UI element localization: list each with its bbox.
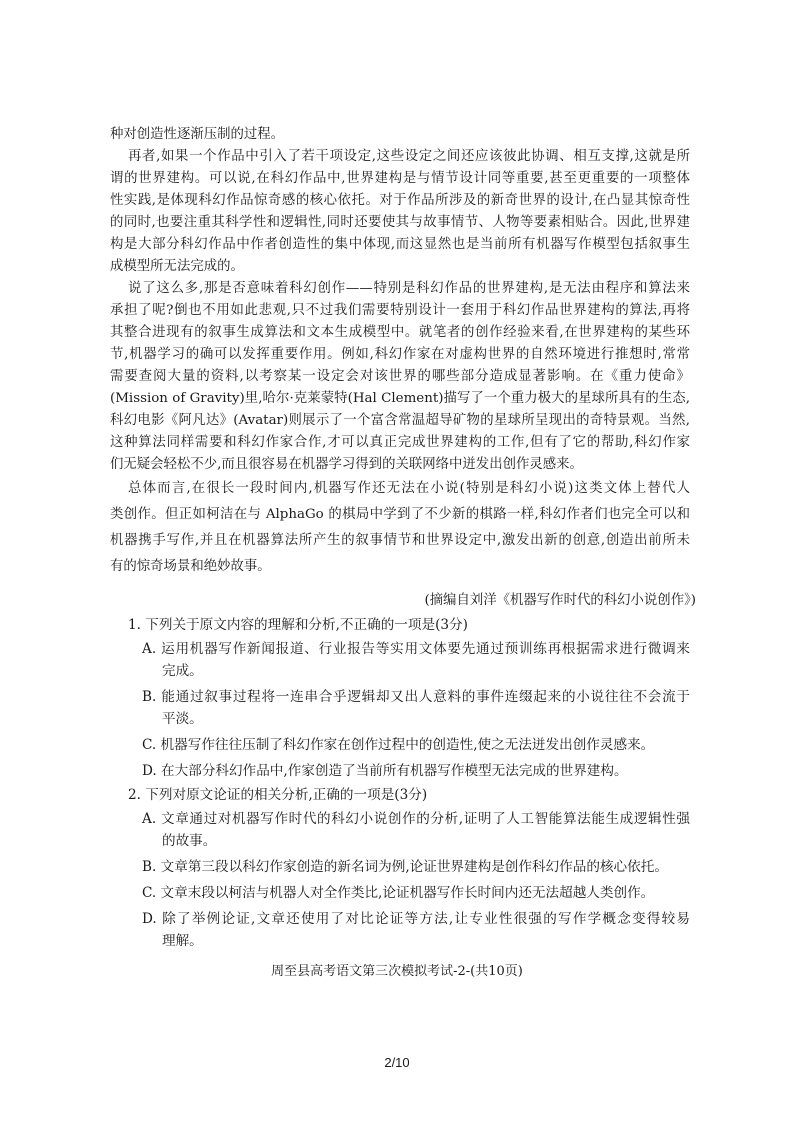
question-1-option-b: B. 能通过叙事过程将一连串合乎逻辑却又出人意料的事件连缀起来的小说往往不会流于 [142,689,690,705]
question-1-option-d: D. 在大部分科幻作品中,作家创造了当前所有机器写作模型无法完成的世界建构。 [142,763,628,779]
passage-line: 需要查阅大量的资料,以考察某一设定会对该世界的哪些部分造成显著影响。在《重力使命》 [110,369,690,384]
passage-line: 构是大部分科幻作品中作者创造性的集中体现,而这显然也是当前所有机器写作模型包括叙事生 [110,237,690,252]
passage-line: 的同时,也要注重其科学性和逻辑性,同时还要使其与故事情节、人物等要素相贴合。因此,世界建 [110,215,690,230]
question-2-option-b: B. 文章第三段以科幻作家创造的新名词为例,论证世界建构是创作科幻作品的核心依托。 [142,859,668,875]
passage-line: 种对创造性逐渐压制的过程。 [110,127,285,142]
passage-line: (Mission of Gravity)里,哈尔·克莱蒙特(Hal Clement)描写了一个重力极大的星球所具有的生态, [110,391,690,406]
question-1-option-a: A. 运用机器写作新闻报道、行业报告等实用文体要先通过预训练再根据需求进行微调来 [142,641,690,657]
passage-line: 成模型所无法完成的。 [110,259,244,274]
passage-line: 谓的世界建构。可以说,在科幻作品中,世界建构是与情节设计同等重要,甚至更重要的一项整体 [110,171,690,186]
page-indicator: 2/10 [384,1055,410,1070]
question-2-option-a: A. 文章通过对机器写作时代的科幻小说创作的分析,证明了人工智能算法能生成逻辑性强 [142,811,690,827]
passage-line: 有的惊奇场景和绝妙故事。 [110,559,271,574]
page-footer: 周至县高考语文第三次模拟考试-2-(共10页) [271,964,523,979]
passage-line: 其整合进现有的叙事生成算法和文本生成模型中。就笔者的创作经验来看,在世界建构的某些环 [110,325,690,340]
question-2-option-c: C. 文章末段以柯洁与机器人对全作类比,论证机器写作长时间内还无法超越人类创作。 [142,885,655,901]
question-2-stem: 2. 下列对原文论证的相关分析,正确的一项是(3分) [128,787,428,803]
passage-line: 这种算法同样需要和科幻作家合作,才可以真正完成世界建构的工作,但有了它的帮助,科幻作家 [110,435,690,450]
passage-line: 节,机器学习的确可以发挥重要作用。例如,科幻作家在对虚构世界的自然环境进行推想时,常常 [110,347,690,362]
passage-line: 说了这么多,那是否意味着科幻创作——特别是科幻作品的世界建构,是无法由程序和算法来 [128,281,690,296]
passage-line: 们无疑会轻松不少,而且很容易在机器学习得到的关联网络中迸发出创作灵感来。 [110,457,583,472]
question-2-option-d-cont: 理解。 [162,933,203,949]
question-1-option-c: C. 机器写作往往压制了科幻作家在创作过程中的创造性,使之无法迸发出创作灵感来。 [142,737,655,753]
passage-line: 承担了呢?倒也不用如此悲观,只不过我们需要特别设计一套用于科幻作品世界建构的算法,再将 [110,303,690,318]
question-1-option-b-cont: 平淡。 [162,711,203,727]
passage-line: 机器携手写作,并且在机器算法所产生的叙事情节和世界设定中,激发出新的创意,创造出前所未 [110,533,690,548]
passage-line: 性实践,是体现科幻作品惊奇感的核心依托。对于作品所涉及的新奇世界的设计,在凸显其惊奇性 [110,193,690,208]
question-2-option-d: D. 除了举例论证,文章还使用了对比论证等方法,让专业性很强的写作学概念变得较易 [142,911,690,927]
passage-line: 类创作。但正如柯洁在与 AlphaGo 的棋局中学到了不少新的棋路一样,科幻作者们也完全可以和 [110,507,690,522]
passage-line: 再者,如果一个作品中引入了若干项设定,这些设定之间还应该彼此协调、相互支撑,这就是所 [128,149,690,164]
question-1-option-a-cont: 完成。 [162,663,203,679]
question-1-stem: 1. 下列关于原文内容的理解和分析,不正确的一项是(3分) [128,617,468,633]
passage-line: 总体而言,在很长一段时间内,机器写作还无法在小说(特别是科幻小说)这类文体上替代人 [128,481,690,496]
question-2-option-a-cont: 的故事。 [162,833,217,849]
passage-line: 科幻电影《阿凡达》(Avatar)则展示了一个富含常温超导矿物的星球所呈现出的奇特景观。当然, [110,413,690,428]
passage-source: (摘编自刘洋《机器写作时代的科幻小说创作》) [424,593,696,608]
